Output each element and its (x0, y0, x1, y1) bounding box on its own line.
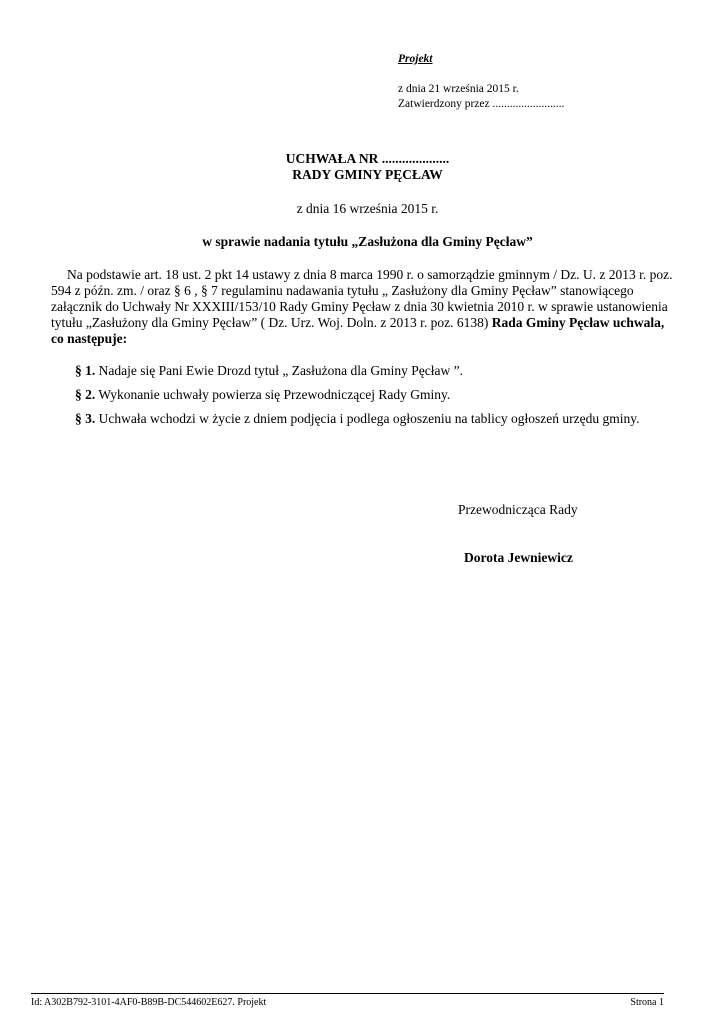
project-label: Projekt (398, 53, 433, 65)
council-resolves-text: Rada Gminy Pęcław uchwala, (491, 315, 665, 330)
section-text: Nadaje się Pani Ewie Drozd tytuł „ Zasłużona dla Gminy Pęcław ”. (95, 363, 464, 378)
header-date: z dnia 21 września 2015 r. (398, 83, 519, 95)
paragraph-line: 594 z późn. zm. / oraz § 6 , § 7 regulaminu nadawania tytułu „ Zasłużony dla Gminy Pęcław” stanowiącego (51, 283, 634, 298)
paragraph-line: Na podstawie art. 18 ust. 2 pkt 14 ustawy z dnia 8 marca 1990 r. o samorządzie gminnym / Dz. U. z 2013 r. poz. (67, 267, 673, 282)
council-name: RADY GMINY PĘCŁAW (292, 167, 443, 182)
section-mark: § 2. (75, 387, 96, 402)
section-mark: § 1. (75, 363, 96, 378)
section-3 (75, 411, 639, 427)
resolution-subject: w sprawie nadania tytułu „Zasłużona dla Gminy Pęcław” (202, 234, 533, 249)
paragraph-line (51, 315, 673, 331)
paragraph-text: tytułu „Zasłużony dla Gminy Pęcław” ( Dz. Urz. Woj. Doln. z 2013 r. poz. 6138) (51, 315, 492, 330)
signatory-role: Przewodnicząca Rady (458, 502, 578, 517)
section-text: Wykonanie uchwały powierza się Przewodniczącej Rady Gminy. (95, 387, 451, 402)
document-id: Id: A302B792-3101-4AF0-B89B-DC544602E627. Projekt (31, 997, 267, 1008)
resolution-number: UCHWAŁA NR .................... (285, 151, 450, 166)
section-mark: § 3. (75, 411, 96, 426)
section-2 (75, 387, 450, 403)
as-follows-text: co następuje: (51, 331, 128, 346)
header-approved-by: Zatwierdzony przez ......................... (398, 98, 565, 110)
paragraph-line: załącznik do Uchwały Nr XXXIII/153/10 Rady Gminy Pęcław z dnia 30 kwietnia 2010 r. w sprawie ustanowienia (51, 299, 668, 314)
footer-divider (31, 993, 664, 994)
legal-basis-paragraph (51, 267, 673, 347)
signatory-name: Dorota Jewniewicz (464, 550, 573, 565)
page-number: Strona 1 (630, 997, 664, 1008)
section-1 (75, 363, 463, 379)
resolution-date: z dnia 16 września 2015 r. (296, 201, 439, 216)
section-text: Uchwała wchodzi w życie z dniem podjęcia i podlega ogłoszeniu na tablicy ogłoszeń urzędu gminy. (95, 411, 640, 426)
